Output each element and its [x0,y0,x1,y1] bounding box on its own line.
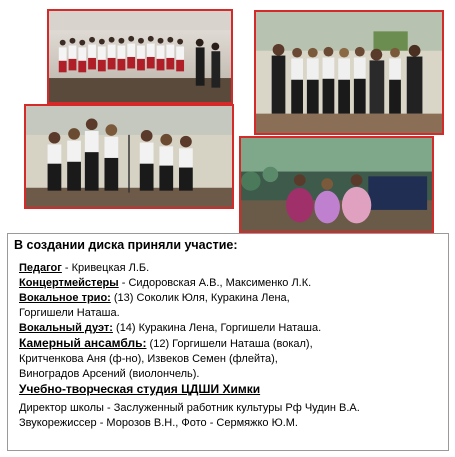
footer-line-director: Директор школы - Заслуженный работник культуры Рф Чудин В.А. [19,402,360,414]
photo-vocal-group [254,10,444,135]
credit-role: Вокальный дуэт: [19,322,113,334]
credit-row-chamber-cont-2 [14,367,442,382]
credit-row-vocal-duet [14,321,442,336]
credit-text: Виноградов Арсений (виолончель). [19,368,200,380]
photo-vocal-trio [24,104,234,209]
studio-name [14,382,442,398]
studio-title: Учебно-творческая студия ЦДШИ Химки [19,382,261,396]
credit-row-chamber-cont-1 [14,352,442,367]
credit-text: Критченкова Аня (ф-но), Извеков Семен (флейта), [19,353,278,365]
credit-row-teacher [14,261,442,276]
credit-row-chamber-ensemble [14,336,442,352]
credit-role: Камерный ансамбль: [19,336,147,350]
photo-ensemble-seated [239,136,434,233]
credit-row-vocal-trio [14,291,442,306]
credit-text: (12) Горгишели Наташа (вокал), [146,338,313,350]
footer-line-sound-photo: Звукорежиссер - Морозов В.Н., Фото - Сермяжко Ю.М. [19,417,298,429]
credit-role: Концертмейстеры [19,277,119,289]
credits-panel [7,233,449,451]
credit-row-vocal-trio-cont [14,306,442,321]
credit-text: (13) Соколик Юля, Куракина Лена, [110,292,290,304]
credit-text: - Кривецкая Л.Б. [61,262,150,274]
credit-role: Педагог [19,262,62,274]
photo-choir-stage [47,9,233,104]
credit-text: - Сидоровская А.В., Максименко Л.К. [118,277,312,289]
credit-row-accompanists [14,276,442,291]
credits-heading: В создании диска приняли участие: [14,238,238,252]
credit-text: Горгишели Наташа. [19,307,120,319]
credit-role: Вокальное трио: [19,292,111,304]
credit-text: (14) Куракина Лена, Горгишели Наташа. [112,322,322,334]
credits-footer [14,401,442,431]
